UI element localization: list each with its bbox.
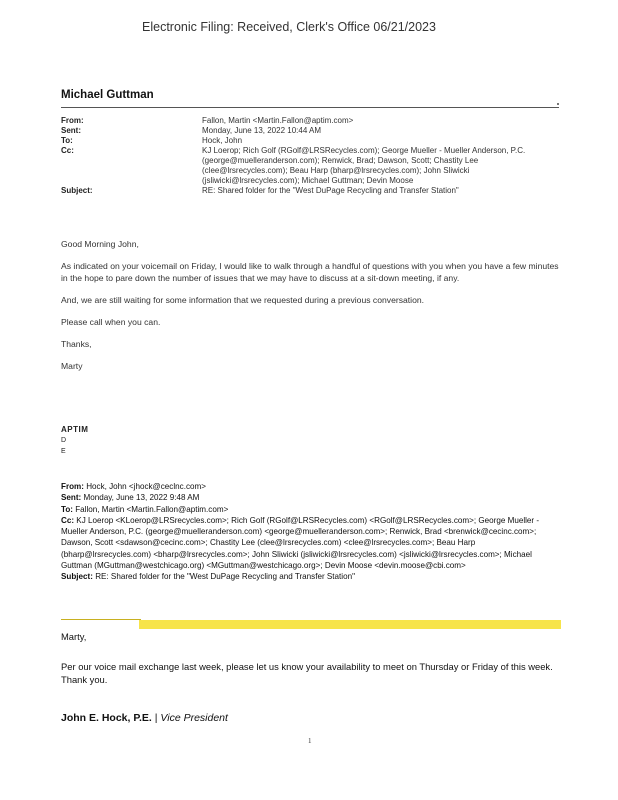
signature-line-d: D — [61, 437, 67, 444]
header-divider — [61, 107, 559, 108]
email1-paragraph-3: Please call when you can. — [61, 317, 161, 327]
email2-header — [61, 481, 561, 583]
signature-separator: | — [154, 712, 158, 724]
separator-rule — [61, 619, 141, 620]
email2-from-row — [61, 481, 561, 492]
to-value: Fallon, Martin <Martin.Fallon@aptim.com> — [75, 504, 229, 514]
email1-header — [61, 116, 561, 196]
email1-paragraph-1: As indicated on your voicemail on Friday, I would like to walk through a handful of questions with you when you have a few minutes in the hope to pare down the number of issues that we may have to discuss at a sit-down meeting, if any. — [61, 261, 559, 283]
to-label: To: — [61, 136, 73, 145]
email2-body — [61, 631, 561, 704]
signature-name: John E. Hock, P.E. — [61, 712, 152, 724]
sent-label: Sent: — [61, 493, 82, 503]
from-label: From: — [61, 482, 84, 491]
email2-subject-row — [61, 571, 561, 582]
email1-subject-row — [61, 186, 561, 196]
from-value: Fallon, Martin <Martin.Fallon@aptim.com> — [202, 116, 354, 125]
email1-closing: Thanks, — [61, 339, 92, 349]
filing-stamp: Electronic Filing: Received, Clerk's Office 06/21/2023 — [142, 20, 436, 34]
subject-label: Subject: — [61, 572, 93, 582]
sent-value: Monday, June 13, 2022 10:44 AM — [202, 126, 322, 135]
email2-signature — [61, 712, 228, 724]
signature-title: Vice President — [160, 712, 228, 724]
email1-greeting: Good Morning John, — [61, 239, 139, 249]
email1-from-row — [61, 116, 561, 126]
highlight-band — [139, 620, 561, 629]
email1-to-row — [61, 136, 561, 146]
cc-value: KJ Loerop; Rich Golf (RGolf@LRSRecycles.com); George Mueller - Mueller Anderson, P.C. (george@muelleranderson.com); Renwick, Brad; Dawson, Scott; Chastity Lee (clee@lrsrecycles.com); Beau Harp (bharp@lrsrecycles.com); John Sliwicki (jsliwicki@lrsrecycles.com); Michael Guttman; Devin Moose — [202, 146, 526, 185]
email2-to-row — [61, 504, 561, 515]
email2-sent-row — [61, 492, 561, 503]
to-value: Hock, John — [202, 136, 243, 145]
email1-signoff: Marty — [61, 361, 83, 371]
email1-cc-row — [61, 146, 561, 186]
company-name: APTIM — [61, 425, 89, 434]
email1-sent-row — [61, 126, 561, 136]
sent-label: Sent: — [61, 126, 81, 135]
cc-label: Cc: — [61, 146, 74, 155]
cc-value: KJ Loerop <KLoerop@LRSrecycles.com>; Rich Golf (RGolf@LRSRecycles.com) <RGolf@LRSRecycles.com>; George Mueller - Mueller Anderson, P.C. (george@muelleranderson.com) <george@muelleranderson.com>; Renwick, Brad <brenwick@cecinc.com>; Dawson, Scott <sdawson@cecinc.com>; Chastity Lee (clee@lrsrecycles.com) <clee@lrsrecycles.com>; Beau Harp (bharp@lrsrecycles.com) <bharp@lrsrecycles.com>; John Sliwicki (jsliwicki@lrsrecycles.com) <jsliwicki@lrsrecycles.com>; Michael Guttman (MGuttman@westchicago.org) <MGuttman@westchicago.org>; Devin Moose <devin.moose@cbi.com> — [61, 515, 540, 571]
subject-label: Subject: — [61, 186, 93, 195]
from-label: From: — [61, 116, 84, 125]
sender-name: Michael Guttman — [61, 89, 154, 101]
email2-paragraph-1: Per our voice mail exchange last week, please let us know your availability to meet on Thursday or Friday of this week. Thank you. — [61, 661, 553, 685]
cc-label: Cc: — [61, 515, 75, 525]
signature-line-e: E — [61, 448, 66, 455]
email2-greeting: Marty, — [61, 631, 87, 642]
email1-paragraph-2: And, we are still waiting for some information that we requested during a previous conversation. — [61, 295, 425, 305]
email1-signature — [61, 424, 88, 457]
scan-speck — [557, 103, 559, 105]
sent-value: Monday, June 13, 2022 9:48 AM — [83, 493, 200, 503]
email1-body — [61, 238, 561, 382]
subject-value: RE: Shared folder for the "West DuPage Recycling and Transfer Station" — [202, 186, 459, 195]
from-value: Hock, John <jhock@ceclnc.com> — [86, 482, 206, 491]
email2-cc-row — [61, 515, 561, 571]
page-number: 1 — [308, 737, 312, 745]
subject-value: RE: Shared folder for the "West DuPage Recycling and Transfer Station" — [95, 572, 355, 582]
to-label: To: — [61, 504, 73, 514]
